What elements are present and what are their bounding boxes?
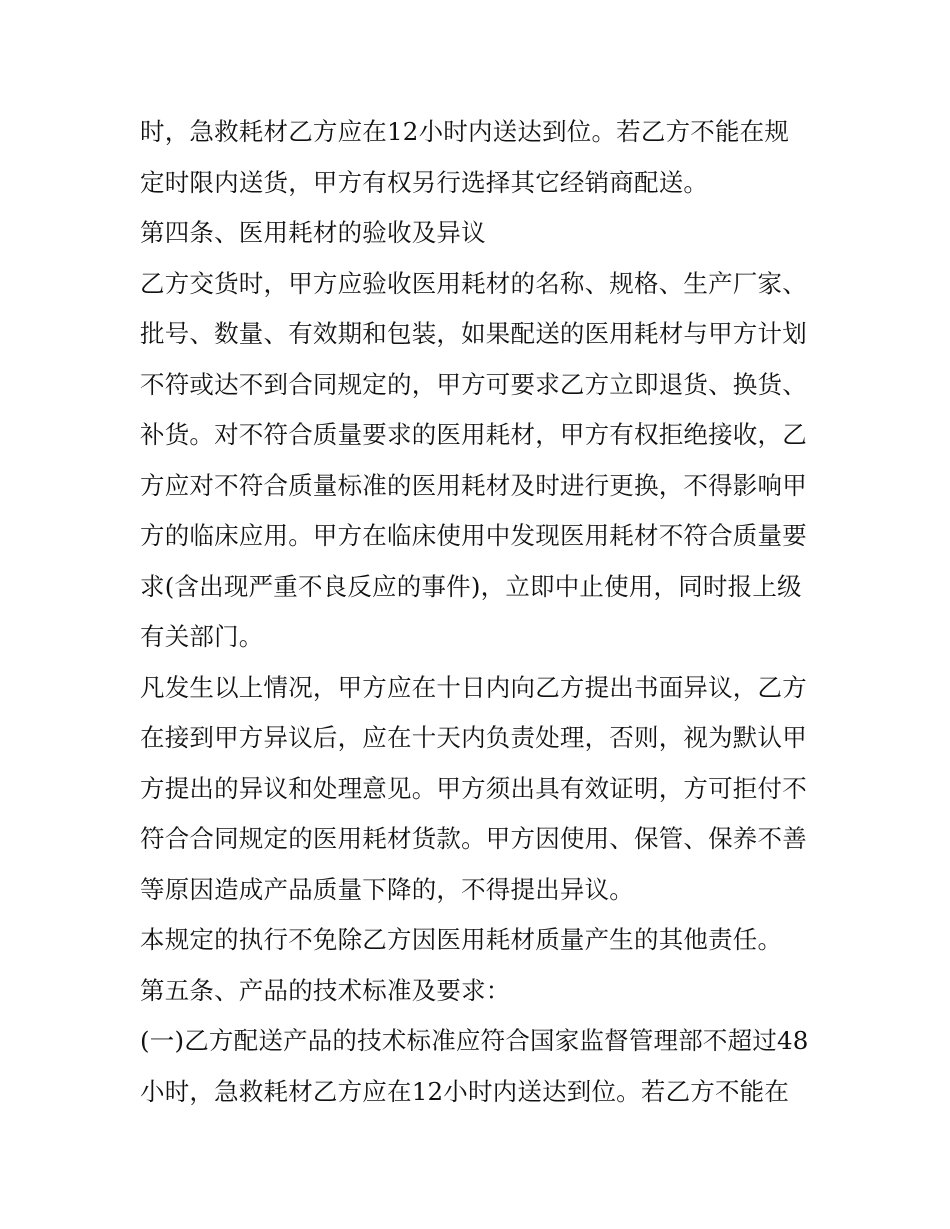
- section-heading: 第四条、医用耗材的验收及异议: [140, 218, 486, 247]
- text-line: 方应对不符合质量标准的医用耗材及时进行更换，不得影响甲: [140, 470, 807, 500]
- text-line: 凡发生以上情况，甲方应在十日内向乙方提出书面异议，乙方: [140, 672, 807, 702]
- text-line: 方的临床应用。甲方在临床使用中发现医用耗材不符合质量要: [140, 521, 807, 550]
- text-line: 乙方交货时，甲方应验收医用耗材的名称、规格、生产厂家、: [140, 268, 807, 298]
- document-body: [140, 107, 820, 1117]
- text-line: (一)乙方配送产品的技术标准应符合国家监督管理部不超过48: [140, 1026, 809, 1055]
- text-line: 批号、数量、有效期和包装，如果配送的医用耗材与甲方计划: [140, 319, 807, 348]
- text-line: 在接到甲方异议后，应在十天内负责处理，否则，视为默认甲: [140, 723, 807, 752]
- text-line: 符合合同规定的医用耗材货款。甲方因使用、保管、保养不善: [140, 824, 807, 853]
- text-line: 本规定的执行不免除乙方因医用耗材质量产生的其他责任。: [140, 925, 783, 954]
- text-line: 方提出的异议和处理意见。甲方须出具有效证明，方可拒付不: [140, 773, 807, 803]
- text-line: 补货。对不符合质量要求的医用耗材，甲方有权拒绝接收，乙: [140, 420, 807, 449]
- text-line: 定时限内送货，甲方有权另行选择其它经销商配送。: [140, 167, 709, 197]
- text-line: 有关部门。: [140, 622, 264, 651]
- text-line: 小时，急救耗材乙方应在12小时内送达到位。若乙方不能在: [140, 1076, 790, 1106]
- text-line: 求(含出现严重不良反应的事件)，立即中止使用，同时报上级: [140, 571, 802, 601]
- text-line: 时，急救耗材乙方应在12小时内送达到位。若乙方不能在规: [140, 117, 790, 146]
- text-line: 等原因造成产品质量下降的，不得提出异议。: [140, 874, 634, 904]
- section-heading: 第五条、产品的技术标准及要求：: [140, 975, 511, 1005]
- text-line: 不符或达不到合同规定的，甲方可要求乙方立即退货、换货、: [140, 369, 807, 399]
